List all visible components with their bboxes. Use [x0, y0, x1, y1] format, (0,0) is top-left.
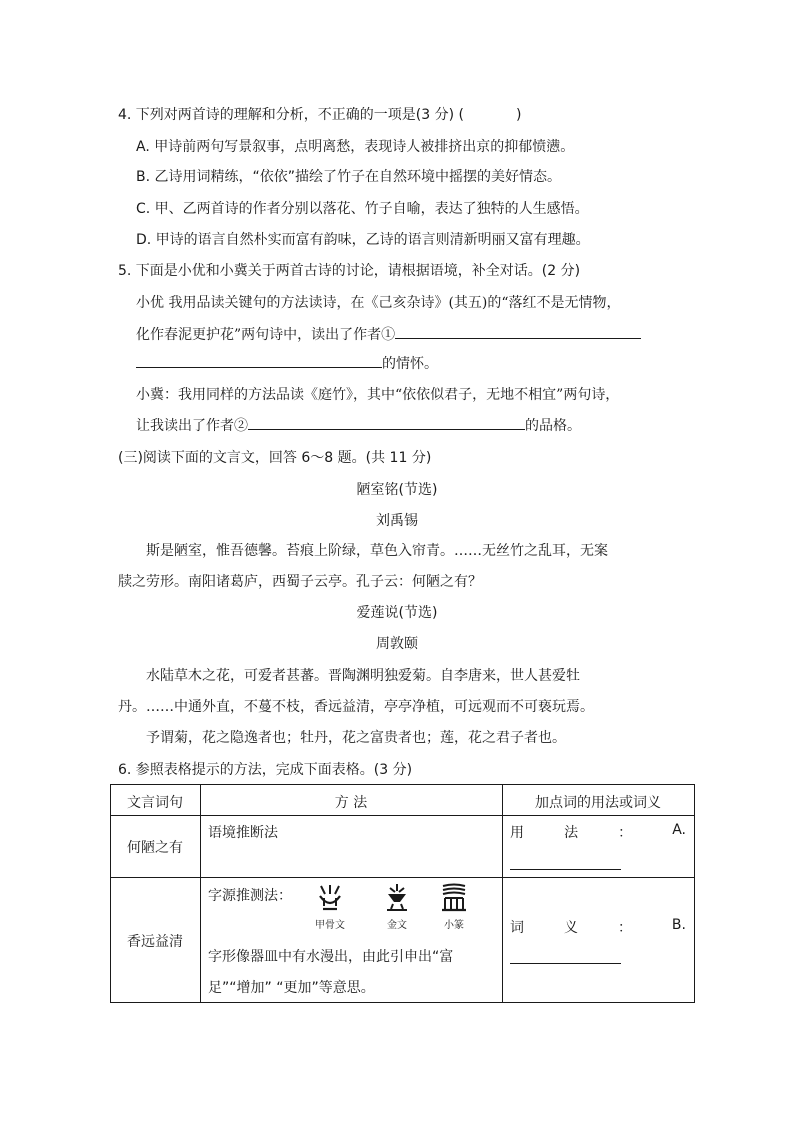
table-border-bottom — [110, 1002, 695, 1003]
q4-stem: 4. 下列对两首诗的理解和分析，不正确的一项是(3 分) ( ) — [118, 107, 522, 123]
q5-line-5: 让我读出了作者② 的品格。 — [136, 415, 581, 435]
table-col-divider-2 — [502, 784, 503, 1003]
small-seal-caption: 小篆 — [444, 920, 464, 931]
row2-method-label: 字源推测法： — [208, 888, 292, 904]
small-seal-glyph — [430, 882, 478, 931]
answer-blank-1[interactable] — [395, 324, 641, 339]
table-border-top — [110, 784, 695, 785]
bronze-script-icon — [382, 882, 412, 912]
text1-paragraph-line-1: 斯是陋室，惟吾德馨。苔痕上阶绿，草色入帘青。……无丝竹之乱耳，无案 — [146, 543, 608, 559]
row2-method-text-line-1: 字形像器皿中有水漫出，由此引申出“富 — [208, 949, 454, 965]
table-header-divider — [110, 815, 695, 816]
q4-option-d: D. 甲诗的语言自然朴实而富有韵味，乙诗的语言则清新明丽又富有理趣。 — [136, 232, 590, 248]
q6-stem: 6. 参照表格提示的方法，完成下面表格。(3 分) — [118, 762, 413, 778]
q4-option-c: C. 甲、乙两首诗的作者分别以落花、竹子自喻，表达了独特的人生感悟。 — [136, 201, 589, 217]
oracle-bone-caption: 甲骨文 — [315, 920, 345, 931]
header-usage: 加点词的用法或词义 — [535, 795, 661, 811]
text2-author: 周敦颐 — [376, 636, 418, 652]
row2-phrase: 香远益清 — [127, 934, 183, 950]
answer-blank-a[interactable] — [510, 855, 621, 870]
table-border-right — [694, 784, 695, 1003]
answer-blank-1-cont[interactable] — [136, 353, 382, 368]
bronze-glyph — [373, 882, 421, 931]
header-method: 方 法 — [334, 795, 368, 811]
row2-answer-label: 词 义 ： B. — [510, 917, 686, 936]
oracle-bone-script-icon — [315, 882, 345, 912]
q5-stem: 5. 下面是小优和小冀关于两首古诗的讨论，请根据语境，补全对话。(2 分) — [118, 263, 581, 279]
q4-option-b: B. 乙诗用词精练，“依依”描绘了竹子在自然环境中摇摆的美好情态。 — [136, 169, 562, 185]
header-phrase: 文言词句 — [127, 795, 183, 811]
row1-answer-label: 用 法 ： A. — [510, 822, 686, 841]
text1-title: 陋室铭(节选) — [356, 482, 438, 498]
row1-method: 语境推断法 — [208, 825, 278, 841]
q6-table — [110, 784, 695, 1003]
text1-paragraph-line-2: 牍之劳形。南阳诸葛庐，西蜀子云亭。孔子云：何陋之有？ — [118, 574, 482, 590]
q5-line-3: 的情怀。 — [136, 353, 438, 373]
q5-line-4: 小冀：我用同样的方法品读《庭竹》，其中“依依似君子，无地不相宜”两句诗， — [136, 387, 620, 403]
text2-title: 爱莲说(节选) — [356, 605, 438, 621]
answer-blank-2[interactable] — [248, 415, 525, 430]
small-seal-script-icon — [439, 882, 469, 912]
text2-paragraph-line-3: 予谓菊，花之隐逸者也；牡丹，花之富贵者也；莲，花之君子者也。 — [146, 730, 566, 746]
oracle-bone-glyph — [306, 882, 354, 931]
table-col-divider-1 — [200, 784, 201, 1003]
text2-paragraph-line-2: 丹。……中通外直，不蔓不枝，香远益清，亭亭净植，可远观而不可亵玩焉。 — [118, 699, 594, 715]
text1-author: 刘禹锡 — [376, 513, 418, 529]
row1-phrase: 何陋之有 — [127, 840, 183, 856]
table-border-left — [110, 784, 111, 1003]
text2-paragraph-line-1: 水陆草木之花，可爱者甚蕃。晋陶渊明独爱菊。自李唐来，世人甚爱牡 — [146, 668, 580, 684]
q4-option-a: A. 甲诗前两句写景叙事，点明离愁，表现诗人被排挤出京的抑郁愤懑。 — [136, 139, 575, 155]
table-row-divider — [110, 877, 695, 878]
row2-method-text-line-2: 足”“增加” “更加”等意思。 — [208, 980, 375, 996]
q5-line-1: 小优 我用品读关键句的方法读诗，在《己亥杂诗》(其五)的“落红不是无情物， — [136, 295, 621, 311]
answer-blank-b[interactable] — [510, 949, 621, 964]
section-heading: (三)阅读下面的文言文，回答 6～8 题。(共 11 分) — [118, 450, 432, 466]
bronze-caption: 金文 — [387, 920, 407, 931]
q5-line-2: 化作春泥更护花”两句诗中，读出了作者① — [136, 324, 641, 344]
